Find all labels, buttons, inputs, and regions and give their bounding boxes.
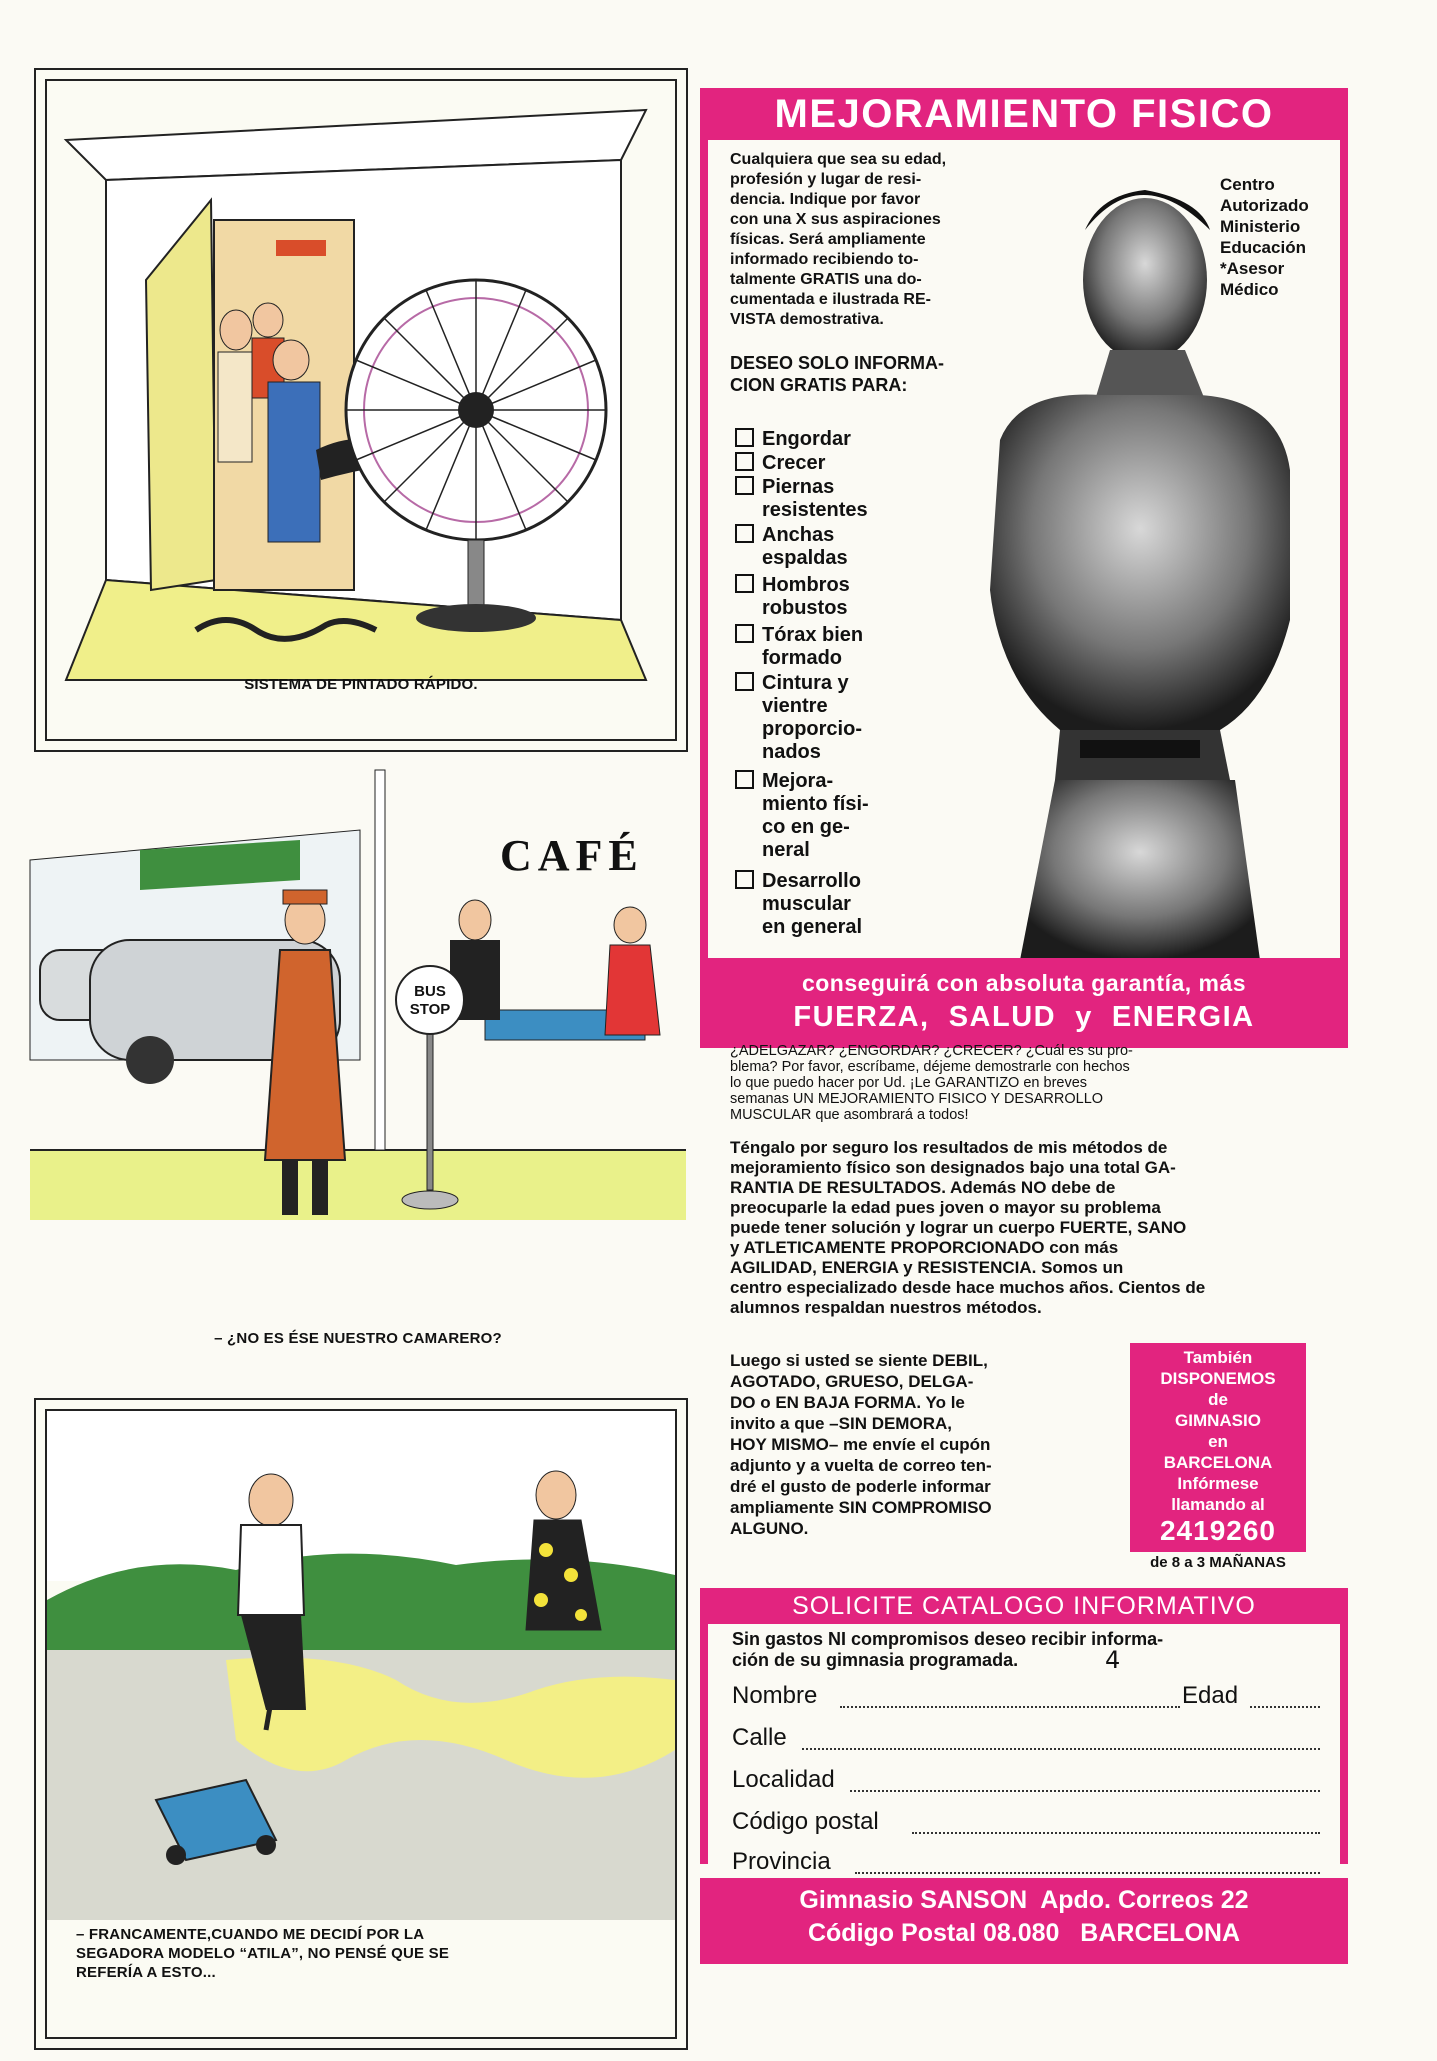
bodybuilder-photo: [960, 140, 1300, 960]
body-line: puede tener solución y lograr un cuerpo FUERTE, SANO: [730, 1218, 1187, 1237]
slogan-line1: conseguirá con absoluta garantía, más: [801, 970, 1247, 996]
option-desarrollo[interactable]: [735, 870, 862, 939]
option-label: neral: [762, 839, 810, 861]
intro-line: informado recibiendo to-: [730, 251, 919, 268]
catalog-intro: [732, 1629, 1332, 1671]
catalog-intro-line: ción de su gimnasia programada.: [732, 1650, 1019, 1670]
cartoon-panel-painting: [34, 68, 688, 752]
option-label: proporcio-: [762, 718, 862, 740]
field-label-localidad: Localidad: [732, 1766, 835, 1793]
option-hombros[interactable]: [735, 574, 850, 620]
gym-line: de: [1208, 1390, 1228, 1409]
gym-line: Infórmese: [1177, 1474, 1259, 1493]
cafe-sign: CAFÉ: [500, 831, 644, 880]
option-espaldas[interactable]: [735, 524, 848, 570]
ad-frame-right: [1340, 140, 1348, 1048]
field-input-localidad[interactable]: [850, 1790, 1320, 1792]
ad-luego-paragraph: [730, 1350, 1060, 1539]
intro-line: VISTA demostrativa.: [730, 311, 884, 328]
intro-line: talmente GRATIS una do-: [730, 271, 922, 288]
ad-frame-left: [700, 140, 708, 1048]
luego-line: HOY MISMO– me envíe el cupón: [730, 1435, 991, 1454]
cafe-scene-illustration: [30, 770, 686, 1255]
field-label-codigo-postal: Código postal: [732, 1808, 879, 1835]
centro-line: Autorizado: [1220, 196, 1309, 215]
option-label: formado: [762, 647, 842, 669]
panel1-caption: SISTEMA DE PINTADO RÁPIDO.: [244, 676, 478, 693]
option-label: Tórax bien: [762, 624, 864, 646]
handwritten-mark: 4: [1105, 1646, 1121, 1674]
panel3-caption-line3: REFERÍA A ESTO...: [76, 1964, 216, 1981]
cartoon-panel-cafe: [30, 770, 686, 1347]
body-line: Téngalo por seguro los resultados de mis métodos de: [730, 1138, 1168, 1157]
gym-line: llamando al: [1171, 1495, 1265, 1514]
gym-phone-number: 2419260: [1159, 1515, 1276, 1546]
gym-line: También: [1183, 1348, 1253, 1367]
option-label: muscular: [762, 893, 851, 915]
question-line: blema? Por favor, escríbame, déjeme demostrarle con hechos: [730, 1059, 1130, 1075]
option-piernas[interactable]: [735, 476, 868, 522]
checkbox[interactable]: [735, 574, 754, 593]
field-input-codigo-postal[interactable]: [912, 1832, 1320, 1834]
field-label-nombre: Nombre: [732, 1682, 818, 1709]
ad-title: MEJORAMIENTO FISICO: [700, 88, 1348, 140]
checkbox[interactable]: [735, 524, 754, 543]
footer-line2: Código Postal 08.080 BARCELONA: [807, 1919, 1241, 1947]
option-crecer[interactable]: [735, 452, 825, 476]
option-label: espaldas: [762, 547, 848, 569]
centro-line: Ministerio: [1220, 217, 1301, 236]
gym-line: en: [1208, 1432, 1228, 1451]
option-label: Anchas: [762, 524, 835, 546]
gym-line: GIMNASIO: [1175, 1411, 1261, 1430]
panel3-caption: [76, 1925, 696, 1982]
checkbox[interactable]: [735, 770, 754, 789]
checkbox[interactable]: [735, 870, 754, 889]
ad-body-paragraph: [730, 1138, 1330, 1318]
ad-hours: de 8 a 3 MAÑANAS: [1150, 1554, 1286, 1571]
question-line: semanas UN MEJORAMIENTO FISICO Y DESARROLLO: [730, 1091, 1104, 1107]
coupon-frame-left: [700, 1624, 708, 1864]
luego-line: DO o EN BAJA FORMA. Yo le: [730, 1393, 965, 1412]
question-line: ¿ADELGAZAR? ¿ENGORDAR? ¿CRECER? ¿Cuál es su pro-: [730, 1043, 1133, 1059]
painting-scene-illustration: [36, 70, 686, 750]
luego-line: Luego si usted se siente DEBIL,: [730, 1351, 988, 1370]
option-label: co en ge-: [762, 816, 850, 838]
field-label-calle: Calle: [732, 1724, 787, 1751]
bus-stop-sign-line2: STOP: [409, 1001, 451, 1018]
intro-line: con una X sus aspiraciones: [730, 211, 941, 228]
panel3-caption-line2: SEGADORA MODELO “ATILA”, NO PENSÉ QUE SE: [76, 1945, 450, 1962]
deseo-line: CION GRATIS PARA:: [730, 375, 908, 395]
checkbox[interactable]: [735, 672, 754, 691]
luego-line: adjunto y a vuelta de correo ten-: [730, 1456, 992, 1475]
checkbox[interactable]: [735, 624, 754, 643]
checkbox[interactable]: [735, 476, 754, 495]
cartoon-panel-mower: [34, 1398, 688, 2050]
ad-gym-box: [1130, 1343, 1306, 1552]
body-line: RANTIA DE RESULTADOS. Además NO debe de: [730, 1178, 1116, 1197]
body-line: mejoramiento físico son designados bajo una total GA-: [730, 1158, 1176, 1177]
option-label: Desarrollo: [762, 870, 861, 892]
field-input-provincia[interactable]: [855, 1872, 1320, 1874]
centro-line: Médico: [1220, 280, 1279, 299]
slogan-line2: FUERZA, SALUD y ENERGIA: [793, 1001, 1255, 1033]
intro-line: profesión y lugar de resi-: [730, 171, 922, 188]
luego-line: ALGUNO.: [730, 1519, 809, 1538]
option-label: nados: [762, 741, 821, 763]
ad-slogan-band: [700, 958, 1348, 1048]
luego-line: AGOTADO, GRUESO, DELGA-: [730, 1372, 974, 1391]
bus-stop-sign-line1: BUS: [414, 983, 446, 1000]
checkbox[interactable]: [735, 428, 754, 447]
option-torax[interactable]: [735, 624, 863, 670]
body-line: centro especializado desde hace muchos años. Cientos de: [730, 1278, 1206, 1297]
option-label: en general: [762, 916, 863, 938]
field-input-calle[interactable]: [802, 1748, 1320, 1750]
option-label: Mejora-: [762, 770, 834, 792]
body-line: alumnos respaldan nuestros métodos.: [730, 1298, 1042, 1317]
coupon-frame-right: [1340, 1624, 1348, 1864]
panel2-caption: – ¿NO ES ÉSE NUESTRO CAMARERO?: [214, 1330, 502, 1347]
luego-line: dré el gusto de poderle informar: [730, 1477, 991, 1496]
option-label: Crecer: [762, 452, 826, 474]
deseo-line: DESEO SOLO INFORMA-: [730, 353, 945, 373]
gym-line: BARCELONA: [1163, 1453, 1273, 1472]
panel3-caption-line1: – FRANCAMENTE,CUANDO ME DECIDÍ POR LA: [76, 1926, 425, 1943]
footer-line1: Gimnasio SANSON Apdo. Correos 22: [799, 1886, 1249, 1914]
ad-footer: [700, 1878, 1348, 1964]
centro-line: Centro: [1220, 175, 1275, 194]
centro-line: *Asesor: [1220, 259, 1285, 278]
ad-question-paragraph: [730, 1043, 1320, 1123]
option-label: Cintura y: [762, 672, 849, 694]
option-label: miento físi-: [762, 793, 869, 815]
checkbox[interactable]: [735, 452, 754, 471]
option-label: vientre: [762, 695, 828, 717]
option-label: Hombros: [762, 574, 850, 596]
option-mejoramiento[interactable]: [735, 770, 869, 862]
intro-line: cumentada e ilustrada RE-: [730, 291, 931, 308]
luego-line: invito a que –SIN DEMORA,: [730, 1414, 952, 1433]
catalog-intro-line: Sin gastos NI compromisos deseo recibir informa-: [732, 1629, 1164, 1649]
option-label: resistentes: [762, 499, 868, 521]
body-line: y ATLETICAMENTE PROPORCIONADO con más: [730, 1238, 1119, 1257]
question-line: lo que puedo hacer por Ud. ¡Le GARANTIZO en breves: [730, 1075, 1088, 1091]
option-label: Engordar: [762, 428, 851, 450]
centro-line: Educación: [1220, 238, 1306, 257]
intro-line: Cualquiera que sea su edad,: [730, 151, 947, 168]
option-engordar[interactable]: [735, 428, 851, 452]
ad-deseo-heading: [730, 352, 944, 396]
option-label: robustos: [762, 597, 848, 619]
option-cintura[interactable]: [735, 672, 862, 764]
body-line: preocuparle la edad pues joven o mayor su problema: [730, 1198, 1161, 1217]
intro-line: físicas. Será ampliamente: [730, 231, 926, 248]
ad-catalog-title: SOLICITE CATALOGO INFORMATIVO: [700, 1588, 1348, 1624]
field-input-edad[interactable]: [1250, 1706, 1320, 1708]
field-label-provincia: Provincia: [732, 1848, 831, 1875]
luego-line: ampliamente SIN COMPROMISO: [730, 1498, 992, 1517]
field-input-nombre[interactable]: [840, 1706, 1180, 1708]
intro-line: dencia. Indique por favor: [730, 191, 921, 208]
body-line: AGILIDAD, ENERGIA y RESISTENCIA. Somos un: [730, 1258, 1124, 1277]
advertisement-mejoramiento-fisico: [700, 88, 1348, 1958]
question-line: MUSCULAR que asombrará a todos!: [730, 1107, 969, 1123]
option-label: Piernas: [762, 476, 835, 498]
gym-line: DISPONEMOS: [1160, 1369, 1276, 1388]
field-label-edad: Edad: [1182, 1682, 1239, 1709]
